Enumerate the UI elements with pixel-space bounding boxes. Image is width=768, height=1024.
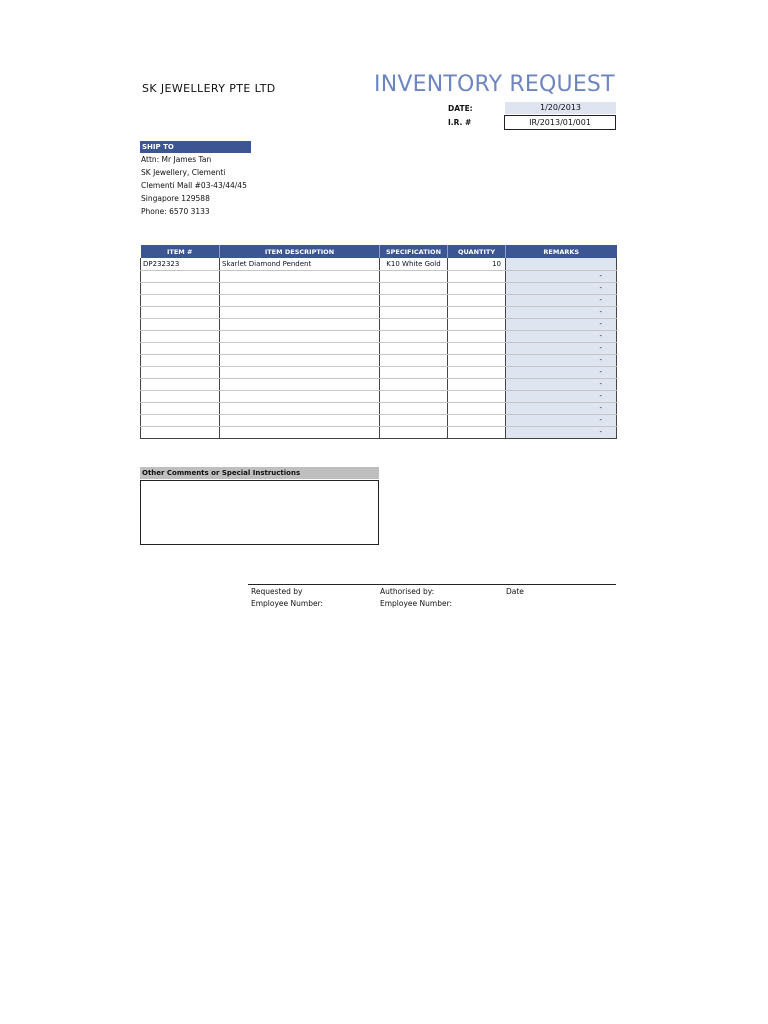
ir-number-value[interactable]: IR/2013/01/001 bbox=[504, 115, 616, 130]
cell-quantity[interactable] bbox=[448, 318, 506, 330]
cell-quantity[interactable] bbox=[448, 270, 506, 282]
cell-remarks[interactable]: - bbox=[506, 366, 617, 378]
table-row bbox=[141, 378, 617, 390]
cell-remarks[interactable]: - bbox=[506, 342, 617, 354]
cell-quantity[interactable] bbox=[448, 342, 506, 354]
cell-quantity[interactable]: 10 bbox=[448, 258, 506, 270]
cell-specification[interactable] bbox=[380, 306, 448, 318]
cell-specification[interactable] bbox=[380, 282, 448, 294]
cell-item-description[interactable] bbox=[220, 378, 380, 390]
cell-item-number[interactable] bbox=[141, 270, 220, 282]
cell-item-number[interactable] bbox=[141, 414, 220, 426]
cell-remarks[interactable]: - bbox=[506, 294, 617, 306]
cell-remarks[interactable]: - bbox=[506, 318, 617, 330]
table-row bbox=[141, 390, 617, 402]
ship-to-phone: Phone: 6570 3133 bbox=[141, 207, 210, 216]
cell-specification[interactable] bbox=[380, 390, 448, 402]
table-row bbox=[141, 342, 617, 354]
cell-remarks[interactable]: - bbox=[506, 282, 617, 294]
cell-quantity[interactable] bbox=[448, 378, 506, 390]
items-table bbox=[140, 245, 616, 439]
date-value[interactable]: 1/20/2013 bbox=[505, 102, 616, 114]
cell-remarks[interactable]: - bbox=[506, 354, 617, 366]
table-row bbox=[141, 258, 617, 270]
cell-remarks[interactable]: - bbox=[506, 426, 617, 438]
cell-item-description[interactable] bbox=[220, 294, 380, 306]
ir-number-label: I.R. # bbox=[448, 118, 472, 127]
comments-header: Other Comments or Special Instructions bbox=[140, 467, 379, 479]
cell-quantity[interactable] bbox=[448, 282, 506, 294]
cell-quantity[interactable] bbox=[448, 306, 506, 318]
cell-specification[interactable] bbox=[380, 414, 448, 426]
cell-specification[interactable] bbox=[380, 354, 448, 366]
cell-remarks[interactable]: - bbox=[506, 270, 617, 282]
cell-specification[interactable] bbox=[380, 342, 448, 354]
requested-by-label: Requested by bbox=[251, 587, 303, 596]
cell-specification[interactable] bbox=[380, 378, 448, 390]
cell-item-description[interactable] bbox=[220, 390, 380, 402]
table-row bbox=[141, 270, 617, 282]
col-header-item-description: ITEM DESCRIPTION bbox=[220, 245, 380, 258]
items-table-header bbox=[141, 245, 617, 258]
cell-item-description[interactable] bbox=[220, 354, 380, 366]
cell-specification[interactable] bbox=[380, 270, 448, 282]
ship-to-header: SHIP TO bbox=[140, 141, 251, 153]
employee-number-label-authoriser: Employee Number: bbox=[380, 599, 453, 608]
cell-quantity[interactable] bbox=[448, 390, 506, 402]
cell-item-description[interactable] bbox=[220, 306, 380, 318]
col-header-quantity: QUANTITY bbox=[448, 245, 506, 258]
cell-quantity[interactable] bbox=[448, 366, 506, 378]
cell-quantity[interactable] bbox=[448, 414, 506, 426]
cell-item-number[interactable] bbox=[141, 354, 220, 366]
cell-remarks[interactable]: - bbox=[506, 378, 617, 390]
cell-item-description[interactable] bbox=[220, 330, 380, 342]
cell-specification[interactable] bbox=[380, 318, 448, 330]
cell-specification[interactable] bbox=[380, 330, 448, 342]
cell-item-description[interactable] bbox=[220, 270, 380, 282]
cell-quantity[interactable] bbox=[448, 354, 506, 366]
cell-item-description[interactable] bbox=[220, 402, 380, 414]
table-row bbox=[141, 426, 617, 438]
table-row bbox=[141, 366, 617, 378]
cell-item-number[interactable] bbox=[141, 342, 220, 354]
cell-item-number[interactable] bbox=[141, 402, 220, 414]
cell-remarks[interactable]: - bbox=[506, 402, 617, 414]
cell-item-number[interactable] bbox=[141, 390, 220, 402]
table-row bbox=[141, 330, 617, 342]
cell-specification[interactable] bbox=[380, 294, 448, 306]
authorised-by-label: Authorised by: bbox=[380, 587, 435, 596]
cell-item-number[interactable] bbox=[141, 282, 220, 294]
cell-item-number[interactable] bbox=[141, 318, 220, 330]
cell-quantity[interactable] bbox=[448, 402, 506, 414]
cell-item-number[interactable] bbox=[141, 294, 220, 306]
cell-specification[interactable] bbox=[380, 366, 448, 378]
comments-box[interactable] bbox=[140, 480, 379, 545]
cell-remarks[interactable] bbox=[506, 258, 617, 270]
cell-quantity[interactable] bbox=[448, 330, 506, 342]
col-header-remarks: REMARKS bbox=[506, 245, 617, 258]
document-title: INVENTORY REQUEST bbox=[374, 72, 615, 97]
signature-line bbox=[248, 584, 616, 585]
cell-remarks[interactable]: - bbox=[506, 330, 617, 342]
cell-remarks[interactable]: - bbox=[506, 414, 617, 426]
cell-item-number[interactable] bbox=[141, 330, 220, 342]
employee-number-label-requester: Employee Number: bbox=[251, 599, 324, 608]
cell-item-description[interactable] bbox=[220, 366, 380, 378]
cell-specification[interactable] bbox=[380, 426, 448, 438]
ship-to-attn: Attn: Mr James Tan bbox=[141, 155, 212, 164]
table-row bbox=[141, 414, 617, 426]
ship-to-address: Clementi Mall #03-43/44/45 bbox=[141, 181, 247, 190]
cell-remarks[interactable]: - bbox=[506, 306, 617, 318]
date-label: DATE: bbox=[448, 104, 473, 113]
col-header-item-number: ITEM # bbox=[141, 245, 220, 258]
cell-item-description[interactable] bbox=[220, 342, 380, 354]
table-row bbox=[141, 354, 617, 366]
ship-to-company: SK Jewellery, Clementi bbox=[141, 168, 226, 177]
cell-item-number[interactable] bbox=[141, 426, 220, 438]
cell-item-number[interactable] bbox=[141, 306, 220, 318]
cell-remarks[interactable]: - bbox=[506, 390, 617, 402]
cell-item-number[interactable] bbox=[141, 378, 220, 390]
table-row bbox=[141, 306, 617, 318]
cell-quantity[interactable] bbox=[448, 294, 506, 306]
table-row bbox=[141, 402, 617, 414]
ship-to-city: Singapore 129588 bbox=[141, 194, 210, 203]
table-row bbox=[141, 318, 617, 330]
cell-item-description[interactable] bbox=[220, 282, 380, 294]
cell-item-description[interactable] bbox=[220, 414, 380, 426]
cell-specification[interactable]: K10 White Gold bbox=[380, 258, 448, 270]
cell-item-description[interactable] bbox=[220, 426, 380, 438]
cell-item-number[interactable] bbox=[141, 366, 220, 378]
date-signature-label: Date bbox=[506, 587, 524, 596]
company-name: SK JEWELLERY PTE LTD bbox=[142, 82, 276, 95]
col-header-specification: SPECIFICATION bbox=[380, 245, 448, 258]
cell-quantity[interactable] bbox=[448, 426, 506, 438]
table-row bbox=[141, 282, 617, 294]
cell-item-number[interactable]: DP232323 bbox=[141, 258, 220, 270]
cell-item-description[interactable]: Skarlet Diamond Pendent bbox=[220, 258, 380, 270]
cell-specification[interactable] bbox=[380, 402, 448, 414]
table-row bbox=[141, 294, 617, 306]
cell-item-description[interactable] bbox=[220, 318, 380, 330]
